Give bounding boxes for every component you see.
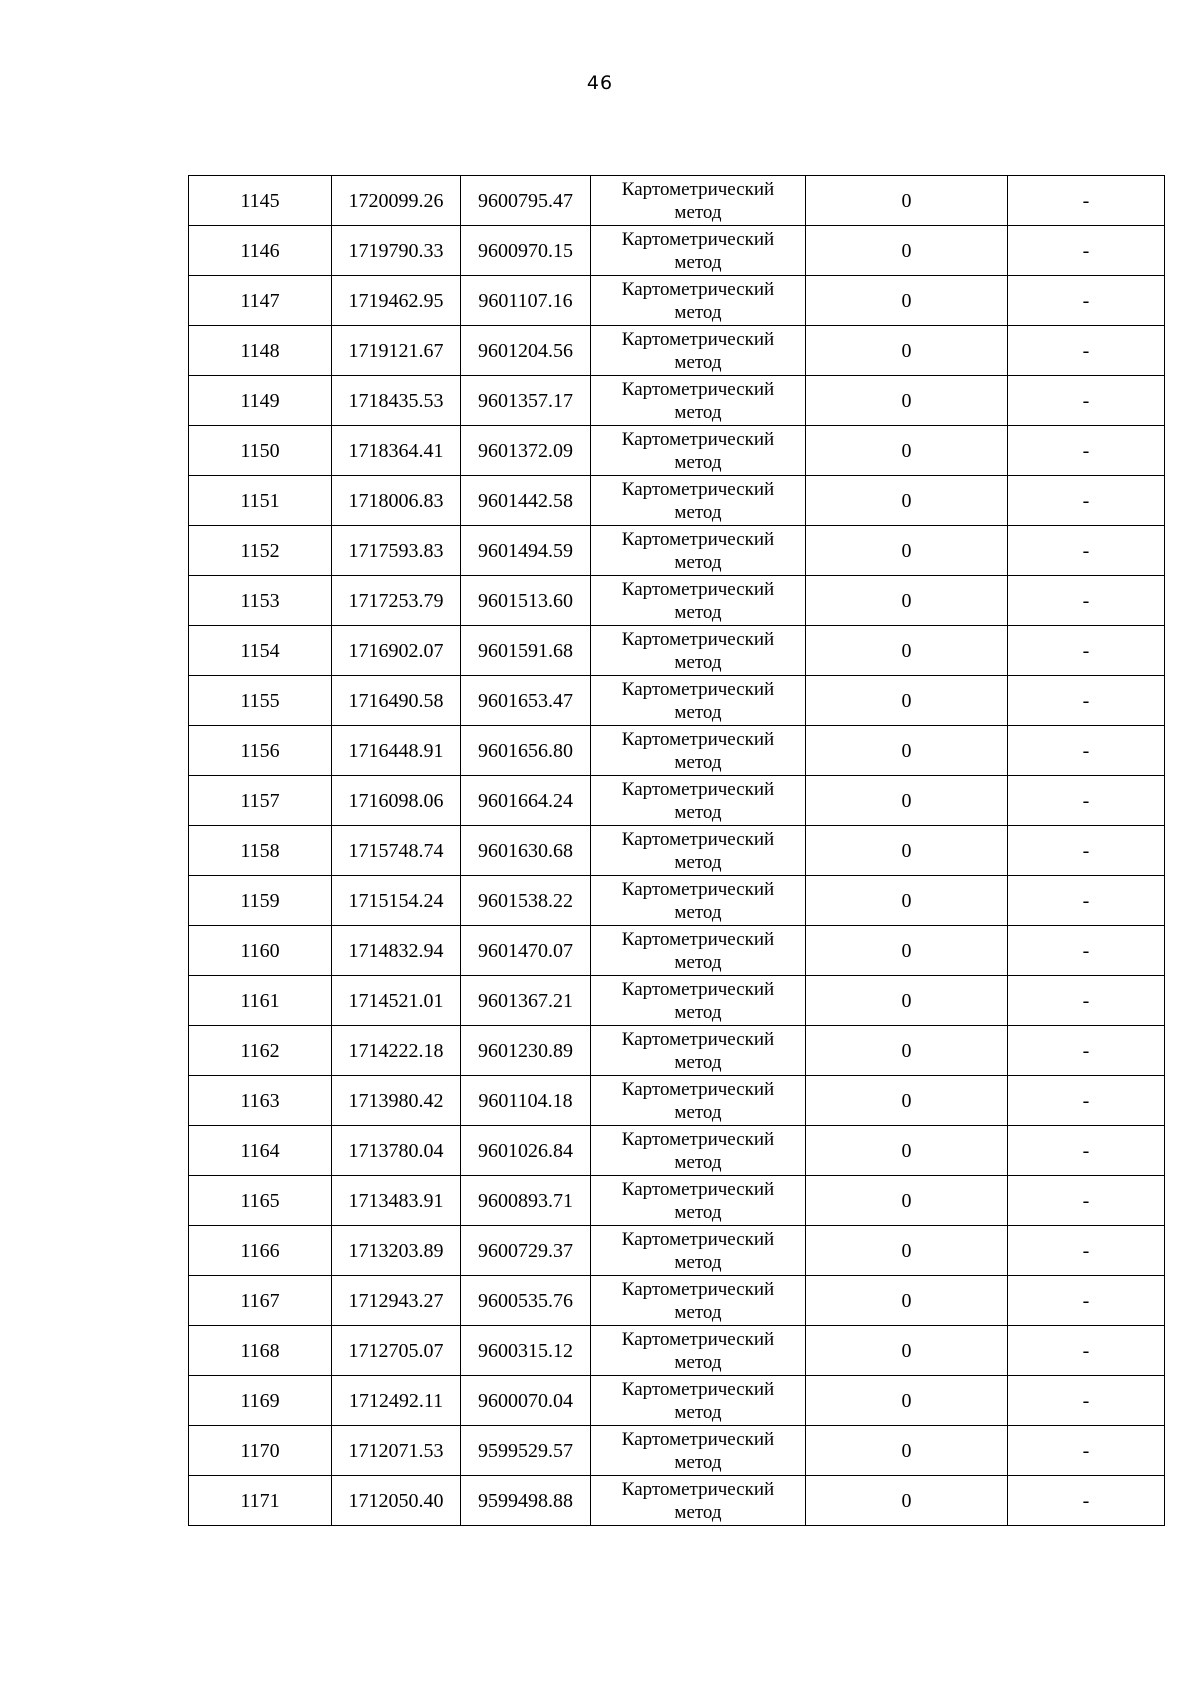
description-cell: - bbox=[1008, 1226, 1165, 1276]
point-number-cell: 1171 bbox=[189, 1476, 332, 1526]
method-line-2: метод bbox=[674, 401, 722, 423]
y-coordinate-cell: 9601470.07 bbox=[461, 926, 591, 976]
point-number-cell: 1158 bbox=[189, 826, 332, 876]
description-cell: - bbox=[1008, 976, 1165, 1026]
method-cell bbox=[591, 776, 806, 826]
x-coordinate-cell: 1714222.18 bbox=[332, 1026, 461, 1076]
method-cell bbox=[591, 1326, 806, 1376]
method-line-1: Картометрический bbox=[621, 728, 775, 750]
y-coordinate-cell: 9599498.88 bbox=[461, 1476, 591, 1526]
y-coordinate-cell: 9601664.24 bbox=[461, 776, 591, 826]
method-cell bbox=[591, 676, 806, 726]
y-coordinate-cell: 9600535.76 bbox=[461, 1276, 591, 1326]
method-line-1: Картометрический bbox=[621, 978, 775, 1000]
method-cell bbox=[591, 1376, 806, 1426]
error-cell: 0 bbox=[806, 1476, 1008, 1526]
description-cell: - bbox=[1008, 176, 1165, 226]
point-number-cell: 1148 bbox=[189, 326, 332, 376]
y-coordinate-cell: 9601656.80 bbox=[461, 726, 591, 776]
point-number-cell: 1156 bbox=[189, 726, 332, 776]
method-cell bbox=[591, 276, 806, 326]
error-cell: 0 bbox=[806, 1026, 1008, 1076]
x-coordinate-cell: 1717593.83 bbox=[332, 526, 461, 576]
method-line-1: Картометрический bbox=[621, 428, 775, 450]
point-number-cell: 1154 bbox=[189, 626, 332, 676]
method-line-1: Картометрический bbox=[621, 1028, 775, 1050]
error-cell: 0 bbox=[806, 326, 1008, 376]
table-row bbox=[189, 926, 1165, 976]
point-number-cell: 1150 bbox=[189, 426, 332, 476]
description-cell: - bbox=[1008, 426, 1165, 476]
table-row bbox=[189, 1176, 1165, 1226]
x-coordinate-cell: 1716448.91 bbox=[332, 726, 461, 776]
table-row bbox=[189, 976, 1165, 1026]
method-cell bbox=[591, 1176, 806, 1226]
method-line-1: Картометрический bbox=[621, 928, 775, 950]
description-cell: - bbox=[1008, 826, 1165, 876]
method-line-1: Картометрический bbox=[621, 178, 775, 200]
y-coordinate-cell: 9601538.22 bbox=[461, 876, 591, 926]
x-coordinate-cell: 1712492.11 bbox=[332, 1376, 461, 1426]
table-row bbox=[189, 1226, 1165, 1276]
x-coordinate-cell: 1714832.94 bbox=[332, 926, 461, 976]
method-line-2: метод bbox=[674, 701, 722, 723]
point-number-cell: 1149 bbox=[189, 376, 332, 426]
description-cell: - bbox=[1008, 876, 1165, 926]
description-cell: - bbox=[1008, 1426, 1165, 1476]
y-coordinate-cell: 9601357.17 bbox=[461, 376, 591, 426]
error-cell: 0 bbox=[806, 726, 1008, 776]
method-line-2: метод bbox=[674, 1301, 722, 1323]
method-line-2: метод bbox=[674, 601, 722, 623]
method-line-1: Картометрический bbox=[621, 1328, 775, 1350]
y-coordinate-cell: 9600893.71 bbox=[461, 1176, 591, 1226]
y-coordinate-cell: 9601372.09 bbox=[461, 426, 591, 476]
method-cell bbox=[591, 426, 806, 476]
error-cell: 0 bbox=[806, 976, 1008, 1026]
method-line-2: метод bbox=[674, 1051, 722, 1073]
x-coordinate-cell: 1718364.41 bbox=[332, 426, 461, 476]
table-row bbox=[189, 326, 1165, 376]
table-row bbox=[189, 726, 1165, 776]
description-cell: - bbox=[1008, 1026, 1165, 1076]
x-coordinate-cell: 1713980.42 bbox=[332, 1076, 461, 1126]
method-line-1: Картометрический bbox=[621, 878, 775, 900]
method-line-1: Картометрический bbox=[621, 1128, 775, 1150]
error-cell: 0 bbox=[806, 1076, 1008, 1126]
error-cell: 0 bbox=[806, 226, 1008, 276]
method-line-1: Картометрический bbox=[621, 228, 775, 250]
method-line-2: метод bbox=[674, 351, 722, 373]
table-row bbox=[189, 1476, 1165, 1526]
error-cell: 0 bbox=[806, 1176, 1008, 1226]
method-cell bbox=[591, 976, 806, 1026]
error-cell: 0 bbox=[806, 626, 1008, 676]
method-line-2: метод bbox=[674, 801, 722, 823]
description-cell: - bbox=[1008, 476, 1165, 526]
coordinates-table bbox=[188, 175, 1165, 1526]
error-cell: 0 bbox=[806, 176, 1008, 226]
point-number-cell: 1155 bbox=[189, 676, 332, 726]
y-coordinate-cell: 9600729.37 bbox=[461, 1226, 591, 1276]
x-coordinate-cell: 1713780.04 bbox=[332, 1126, 461, 1176]
point-number-cell: 1162 bbox=[189, 1026, 332, 1076]
y-coordinate-cell: 9601230.89 bbox=[461, 1026, 591, 1076]
method-line-2: метод bbox=[674, 901, 722, 923]
y-coordinate-cell: 9600970.15 bbox=[461, 226, 591, 276]
error-cell: 0 bbox=[806, 276, 1008, 326]
error-cell: 0 bbox=[806, 826, 1008, 876]
y-coordinate-cell: 9601107.16 bbox=[461, 276, 591, 326]
table-row bbox=[189, 226, 1165, 276]
method-cell bbox=[591, 1476, 806, 1526]
x-coordinate-cell: 1713483.91 bbox=[332, 1176, 461, 1226]
x-coordinate-cell: 1715154.24 bbox=[332, 876, 461, 926]
point-number-cell: 1164 bbox=[189, 1126, 332, 1176]
error-cell: 0 bbox=[806, 1326, 1008, 1376]
error-cell: 0 bbox=[806, 876, 1008, 926]
x-coordinate-cell: 1717253.79 bbox=[332, 576, 461, 626]
x-coordinate-cell: 1715748.74 bbox=[332, 826, 461, 876]
x-coordinate-cell: 1718006.83 bbox=[332, 476, 461, 526]
table-row bbox=[189, 476, 1165, 526]
x-coordinate-cell: 1716490.58 bbox=[332, 676, 461, 726]
method-line-1: Картометрический bbox=[621, 1428, 775, 1450]
point-number-cell: 1161 bbox=[189, 976, 332, 1026]
description-cell: - bbox=[1008, 726, 1165, 776]
method-line-1: Картометрический bbox=[621, 678, 775, 700]
method-cell bbox=[591, 1226, 806, 1276]
method-line-2: метод bbox=[674, 1151, 722, 1173]
error-cell: 0 bbox=[806, 1426, 1008, 1476]
description-cell: - bbox=[1008, 626, 1165, 676]
method-line-2: метод bbox=[674, 951, 722, 973]
error-cell: 0 bbox=[806, 376, 1008, 426]
error-cell: 0 bbox=[806, 926, 1008, 976]
coordinates-table-body bbox=[189, 176, 1165, 1526]
table-row bbox=[189, 1126, 1165, 1176]
table-row bbox=[189, 626, 1165, 676]
point-number-cell: 1147 bbox=[189, 276, 332, 326]
method-cell bbox=[591, 876, 806, 926]
method-cell bbox=[591, 526, 806, 576]
method-line-2: метод bbox=[674, 301, 722, 323]
method-cell bbox=[591, 376, 806, 426]
error-cell: 0 bbox=[806, 1276, 1008, 1326]
error-cell: 0 bbox=[806, 1226, 1008, 1276]
description-cell: - bbox=[1008, 1076, 1165, 1126]
method-line-1: Картометрический bbox=[621, 478, 775, 500]
method-line-1: Картометрический bbox=[621, 1178, 775, 1200]
table-row bbox=[189, 426, 1165, 476]
x-coordinate-cell: 1712071.53 bbox=[332, 1426, 461, 1476]
table-row bbox=[189, 1426, 1165, 1476]
point-number-cell: 1152 bbox=[189, 526, 332, 576]
table-row bbox=[189, 826, 1165, 876]
x-coordinate-cell: 1714521.01 bbox=[332, 976, 461, 1026]
point-number-cell: 1167 bbox=[189, 1276, 332, 1326]
method-cell bbox=[591, 826, 806, 876]
method-line-2: метод bbox=[674, 751, 722, 773]
method-cell bbox=[591, 726, 806, 776]
y-coordinate-cell: 9599529.57 bbox=[461, 1426, 591, 1476]
description-cell: - bbox=[1008, 1276, 1165, 1326]
description-cell: - bbox=[1008, 376, 1165, 426]
table-row bbox=[189, 1326, 1165, 1376]
method-line-1: Картометрический bbox=[621, 378, 775, 400]
method-cell bbox=[591, 926, 806, 976]
method-cell bbox=[591, 626, 806, 676]
x-coordinate-cell: 1719790.33 bbox=[332, 226, 461, 276]
point-number-cell: 1166 bbox=[189, 1226, 332, 1276]
table-row bbox=[189, 276, 1165, 326]
method-cell bbox=[591, 1076, 806, 1126]
method-line-2: метод bbox=[674, 201, 722, 223]
method-line-2: метод bbox=[674, 1251, 722, 1273]
y-coordinate-cell: 9600070.04 bbox=[461, 1376, 591, 1426]
description-cell: - bbox=[1008, 226, 1165, 276]
method-line-1: Картометрический bbox=[621, 578, 775, 600]
point-number-cell: 1151 bbox=[189, 476, 332, 526]
table-row bbox=[189, 1026, 1165, 1076]
method-cell bbox=[591, 1026, 806, 1076]
description-cell: - bbox=[1008, 1376, 1165, 1426]
point-number-cell: 1157 bbox=[189, 776, 332, 826]
method-line-2: метод bbox=[674, 251, 722, 273]
x-coordinate-cell: 1718435.53 bbox=[332, 376, 461, 426]
point-number-cell: 1170 bbox=[189, 1426, 332, 1476]
table-row bbox=[189, 1076, 1165, 1126]
method-line-1: Картометрический bbox=[621, 528, 775, 550]
x-coordinate-cell: 1712705.07 bbox=[332, 1326, 461, 1376]
description-cell: - bbox=[1008, 776, 1165, 826]
description-cell: - bbox=[1008, 326, 1165, 376]
x-coordinate-cell: 1719121.67 bbox=[332, 326, 461, 376]
method-line-1: Картометрический bbox=[621, 828, 775, 850]
method-line-1: Картометрический bbox=[621, 1078, 775, 1100]
description-cell: - bbox=[1008, 926, 1165, 976]
y-coordinate-cell: 9601026.84 bbox=[461, 1126, 591, 1176]
y-coordinate-cell: 9600315.12 bbox=[461, 1326, 591, 1376]
error-cell: 0 bbox=[806, 576, 1008, 626]
method-line-1: Картометрический bbox=[621, 1228, 775, 1250]
y-coordinate-cell: 9601367.21 bbox=[461, 976, 591, 1026]
point-number-cell: 1165 bbox=[189, 1176, 332, 1226]
table-row bbox=[189, 576, 1165, 626]
method-line-2: метод bbox=[674, 1201, 722, 1223]
method-line-1: Картометрический bbox=[621, 1278, 775, 1300]
table-row bbox=[189, 676, 1165, 726]
x-coordinate-cell: 1712943.27 bbox=[332, 1276, 461, 1326]
point-number-cell: 1145 bbox=[189, 176, 332, 226]
y-coordinate-cell: 9601442.58 bbox=[461, 476, 591, 526]
method-line-2: метод bbox=[674, 1501, 722, 1523]
error-cell: 0 bbox=[806, 476, 1008, 526]
page-number: 46 bbox=[586, 72, 614, 94]
table-row bbox=[189, 526, 1165, 576]
table-row bbox=[189, 176, 1165, 226]
method-cell bbox=[591, 1276, 806, 1326]
y-coordinate-cell: 9601204.56 bbox=[461, 326, 591, 376]
error-cell: 0 bbox=[806, 776, 1008, 826]
description-cell: - bbox=[1008, 1126, 1165, 1176]
method-line-2: метод bbox=[674, 851, 722, 873]
method-line-2: метод bbox=[674, 1351, 722, 1373]
method-line-1: Картометрический bbox=[621, 778, 775, 800]
method-cell bbox=[591, 326, 806, 376]
error-cell: 0 bbox=[806, 526, 1008, 576]
point-number-cell: 1146 bbox=[189, 226, 332, 276]
description-cell: - bbox=[1008, 1176, 1165, 1226]
point-number-cell: 1160 bbox=[189, 926, 332, 976]
description-cell: - bbox=[1008, 676, 1165, 726]
point-number-cell: 1159 bbox=[189, 876, 332, 926]
x-coordinate-cell: 1712050.40 bbox=[332, 1476, 461, 1526]
error-cell: 0 bbox=[806, 426, 1008, 476]
point-number-cell: 1153 bbox=[189, 576, 332, 626]
description-cell: - bbox=[1008, 526, 1165, 576]
method-line-2: метод bbox=[674, 1451, 722, 1473]
table-row bbox=[189, 776, 1165, 826]
method-cell bbox=[591, 1126, 806, 1176]
table-row bbox=[189, 1376, 1165, 1426]
point-number-cell: 1169 bbox=[189, 1376, 332, 1426]
error-cell: 0 bbox=[806, 676, 1008, 726]
method-line-2: метод bbox=[674, 1401, 722, 1423]
y-coordinate-cell: 9601653.47 bbox=[461, 676, 591, 726]
method-line-1: Картометрический bbox=[621, 628, 775, 650]
y-coordinate-cell: 9600795.47 bbox=[461, 176, 591, 226]
method-line-1: Картометрический bbox=[621, 328, 775, 350]
error-cell: 0 bbox=[806, 1126, 1008, 1176]
x-coordinate-cell: 1720099.26 bbox=[332, 176, 461, 226]
method-cell bbox=[591, 176, 806, 226]
x-coordinate-cell: 1713203.89 bbox=[332, 1226, 461, 1276]
table-row bbox=[189, 876, 1165, 926]
method-cell bbox=[591, 1426, 806, 1476]
method-cell bbox=[591, 476, 806, 526]
method-line-2: метод bbox=[674, 501, 722, 523]
method-line-1: Картометрический bbox=[621, 1378, 775, 1400]
method-line-2: метод bbox=[674, 1101, 722, 1123]
description-cell: - bbox=[1008, 276, 1165, 326]
method-cell bbox=[591, 576, 806, 626]
point-number-cell: 1163 bbox=[189, 1076, 332, 1126]
description-cell: - bbox=[1008, 576, 1165, 626]
x-coordinate-cell: 1716098.06 bbox=[332, 776, 461, 826]
error-cell: 0 bbox=[806, 1376, 1008, 1426]
description-cell: - bbox=[1008, 1476, 1165, 1526]
x-coordinate-cell: 1716902.07 bbox=[332, 626, 461, 676]
y-coordinate-cell: 9601513.60 bbox=[461, 576, 591, 626]
point-number-cell: 1168 bbox=[189, 1326, 332, 1376]
y-coordinate-cell: 9601104.18 bbox=[461, 1076, 591, 1126]
table-row bbox=[189, 376, 1165, 426]
method-line-1: Картометрический bbox=[621, 278, 775, 300]
method-line-2: метод bbox=[674, 1001, 722, 1023]
y-coordinate-cell: 9601630.68 bbox=[461, 826, 591, 876]
description-cell: - bbox=[1008, 1326, 1165, 1376]
x-coordinate-cell: 1719462.95 bbox=[332, 276, 461, 326]
method-line-1: Картометрический bbox=[621, 1478, 775, 1500]
method-line-2: метод bbox=[674, 551, 722, 573]
method-cell bbox=[591, 226, 806, 276]
y-coordinate-cell: 9601591.68 bbox=[461, 626, 591, 676]
method-line-2: метод bbox=[674, 651, 722, 673]
table-row bbox=[189, 1276, 1165, 1326]
y-coordinate-cell: 9601494.59 bbox=[461, 526, 591, 576]
method-line-2: метод bbox=[674, 451, 722, 473]
